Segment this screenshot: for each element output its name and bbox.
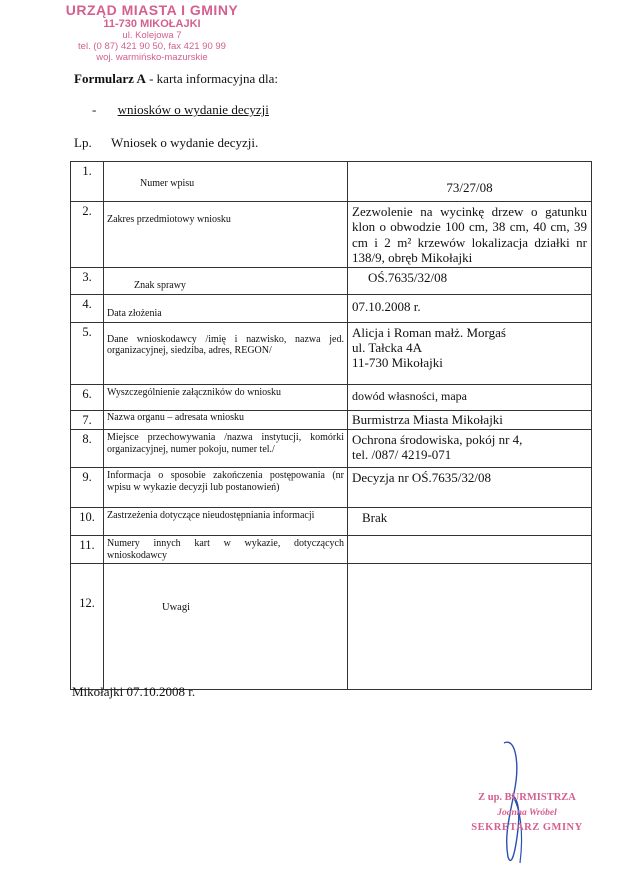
row-label: Dane wnioskodawcy /imię i nazwisko, nazwa jed. organizacyjnej, siedziba, adres, REGON/ bbox=[104, 322, 348, 384]
form-label: Formularz A bbox=[74, 71, 146, 86]
row-number: 7. bbox=[71, 410, 104, 429]
form-subject-line bbox=[92, 102, 269, 118]
row-number: 3. bbox=[71, 268, 104, 295]
table-row bbox=[71, 268, 592, 295]
row-label: Data złożenia bbox=[104, 294, 348, 322]
table-row bbox=[71, 430, 592, 468]
table-row bbox=[71, 384, 592, 410]
form-subject: wniosków o wydanie decyzji bbox=[117, 102, 269, 117]
row-value: Burmistrza Miasta Mikołajki bbox=[348, 410, 592, 429]
table-row bbox=[71, 564, 592, 690]
row-value: Decyzja nr OŚ.7635/32/08 bbox=[348, 468, 592, 508]
storage-phone: tel. /087/ 4219-071 bbox=[352, 447, 452, 463]
signature-stamp-role: SEKRETARZ GMINY bbox=[471, 822, 583, 833]
row-number: 10. bbox=[71, 508, 104, 536]
storage-place: Ochrona środowiska, pokój nr 4, bbox=[352, 432, 523, 448]
row-label: Zakres przedmiotowy wniosku bbox=[104, 202, 348, 268]
row-number: 4. bbox=[71, 294, 104, 322]
place-and-date: Mikołajki 07.10.2008 r. bbox=[72, 684, 196, 699]
table-row bbox=[71, 294, 592, 322]
row-value bbox=[348, 564, 592, 690]
table-row bbox=[71, 410, 592, 429]
stamp-phone-fax: tel. (0 87) 421 90 50, fax 421 90 99 bbox=[78, 40, 226, 52]
applicant-street: ul. Tałcka 4A bbox=[352, 340, 422, 356]
row-number: 6. bbox=[71, 384, 104, 410]
stamp-province: woj. warmińsko-mazurskie bbox=[96, 51, 208, 63]
applicant-city: 11-730 Mikołajki bbox=[352, 355, 443, 371]
table-row bbox=[71, 508, 592, 536]
row-value bbox=[348, 536, 592, 564]
info-card-table bbox=[70, 161, 592, 690]
lp-label: Lp. bbox=[74, 135, 92, 150]
row-number: 8. bbox=[71, 430, 104, 468]
form-title bbox=[74, 71, 278, 87]
table-row bbox=[71, 162, 592, 202]
signature-stamp bbox=[462, 790, 592, 836]
table-row bbox=[71, 468, 592, 508]
row-number: 1. bbox=[71, 162, 104, 202]
signature-stamp-authority: Z up. BURMISTRZA bbox=[478, 792, 576, 803]
row-value: 73/27/08 bbox=[348, 162, 592, 202]
row-label: Numer wpisu bbox=[104, 162, 348, 202]
table-row bbox=[71, 202, 592, 268]
table-row bbox=[71, 322, 592, 384]
row-number: 9. bbox=[71, 468, 104, 508]
row-value: Brak bbox=[348, 508, 592, 536]
row-label: Nazwa organu – adresata wniosku bbox=[104, 410, 348, 429]
table-row bbox=[71, 536, 592, 564]
row-value: OŚ.7635/32/08 bbox=[348, 268, 592, 295]
form-title-suffix: - karta informacyjna dla: bbox=[145, 71, 278, 86]
stamp-postal-city: 11-730 MIKOŁAJKI bbox=[103, 18, 201, 31]
row-number: 2. bbox=[71, 202, 104, 268]
applicant-name: Alicja i Roman małż. Morgaś bbox=[352, 324, 506, 340]
stamp-office-name: URZĄD MIASTA I GMINY bbox=[65, 2, 239, 18]
stamp-street: ul. Kolejowa 7 bbox=[122, 29, 182, 41]
section-heading bbox=[74, 135, 258, 151]
row-label: Uwagi bbox=[104, 564, 348, 690]
row-number: 12. bbox=[71, 564, 104, 690]
row-number: 11. bbox=[71, 536, 104, 564]
row-value: dowód własności, mapa bbox=[348, 384, 592, 410]
row-label: Numery innych kart w wykazie, dotyczących wnioskodawcy bbox=[104, 536, 348, 564]
row-label: Znak sprawy bbox=[104, 268, 348, 295]
row-label: Miejsce przechowywania /nazwa instytucji, komórki organizacyjnej, numer pokoju, numer tel./ bbox=[104, 430, 348, 468]
row-label: Informacja o sposobie zakończenia postępowania (nr wpisu w wykazie decyzji lub postanowień) bbox=[104, 468, 348, 508]
row-value: Zezwolenie na wycinkę drzew o gatunku klon o obwodzie 100 cm, 38 cm, 40 cm, 39 cm i 2 m² krzewów lokalizacja działki nr 138/9, obręb Mikołajki bbox=[348, 202, 592, 268]
row-value bbox=[348, 430, 592, 468]
row-label: Zastrzeżenia dotyczące nieudostępniania informacji bbox=[104, 508, 348, 536]
row-value bbox=[348, 322, 592, 384]
signature-stamp-name: Joanna Wróbel bbox=[497, 807, 557, 818]
row-number: 5. bbox=[71, 322, 104, 384]
subject-dash: - bbox=[92, 102, 97, 117]
office-stamp bbox=[62, 2, 242, 64]
row-value: 07.10.2008 r. bbox=[348, 294, 592, 322]
row-label: Wyszczególnienie załączników do wniosku bbox=[104, 384, 348, 410]
section-title: Wniosek o wydanie decyzji. bbox=[110, 135, 259, 150]
